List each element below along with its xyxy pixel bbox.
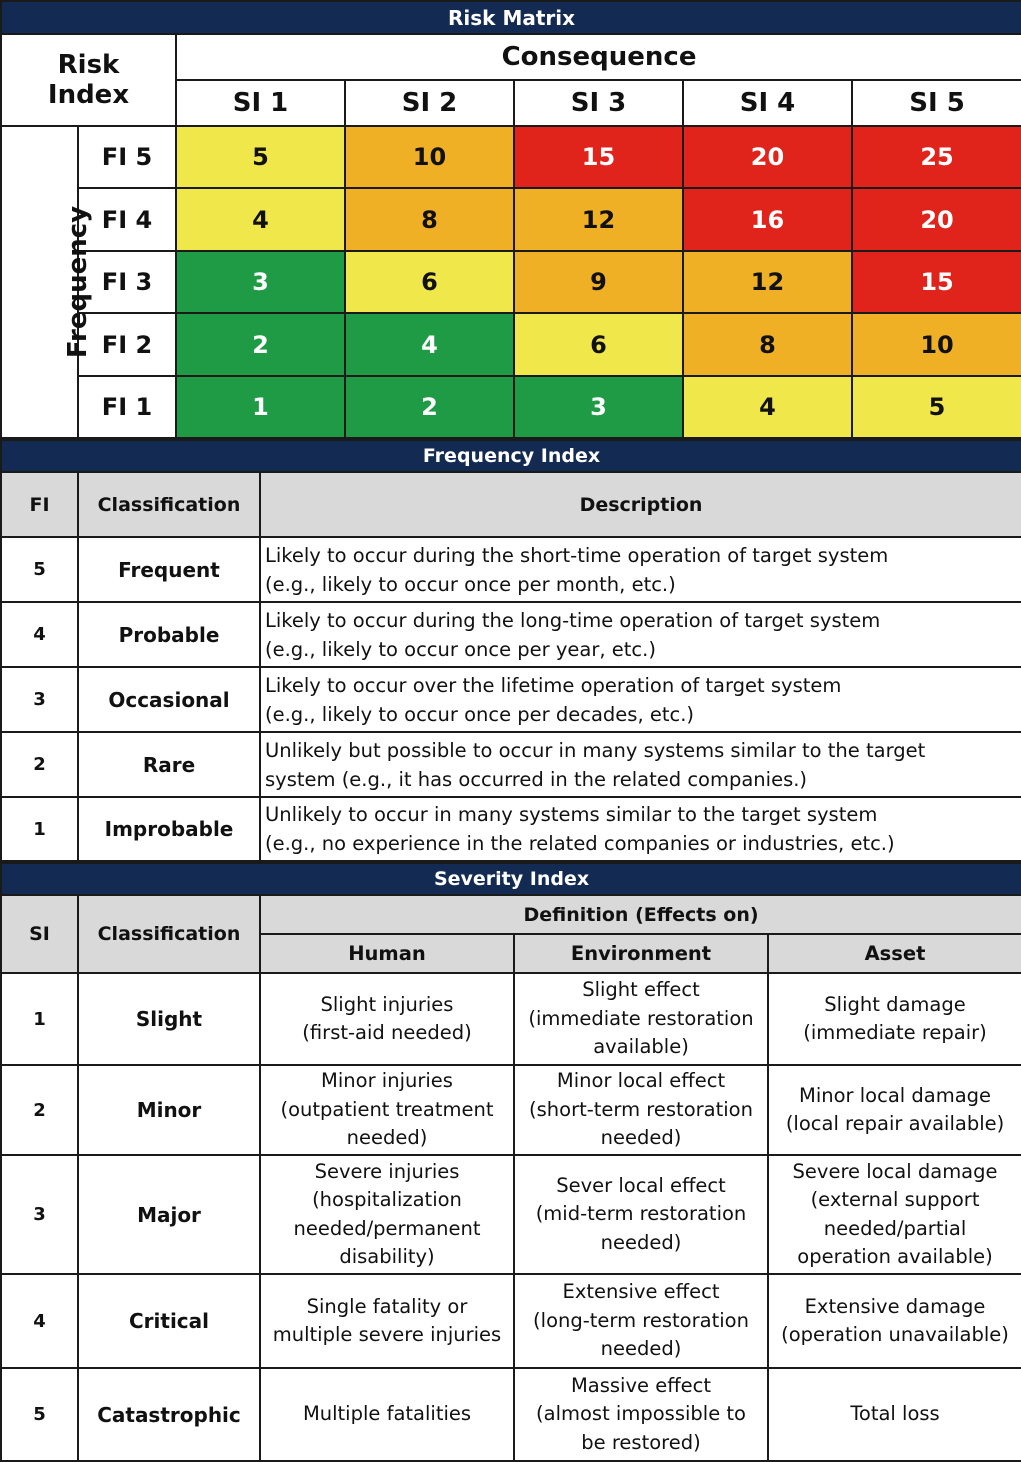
fi-row-header: FI 2 [78, 313, 176, 376]
fi-value: 2 [1, 732, 78, 797]
risk-cell: 5 [852, 376, 1021, 438]
frequency-index-title: Frequency Index [1, 440, 1021, 472]
description-line: (e.g., no experience in the related companies or industries, etc.) [265, 832, 895, 855]
si-value: 3 [1, 1155, 78, 1274]
fi-description [260, 667, 1021, 732]
effect-line: Massive effect [570, 1373, 712, 1397]
risk-cell: 25 [852, 126, 1021, 188]
risk-cell: 8 [683, 313, 852, 376]
human-header: Human [260, 934, 514, 973]
fi-description [260, 602, 1021, 667]
risk-cell: 15 [852, 251, 1021, 313]
effect-line: Extensive damage [804, 1294, 986, 1318]
effect-line: (first-aid needed) [302, 1021, 472, 1044]
frequency-axis-label [1, 126, 94, 438]
risk-cell: 8 [345, 188, 514, 251]
risk-cell: 10 [345, 126, 514, 188]
fi-row-header: FI 3 [78, 251, 176, 313]
environment-effect [514, 973, 768, 1065]
effect-line: needed) [600, 1230, 682, 1254]
effect-line: (short-term restoration [529, 1097, 753, 1121]
si-classification: Catastrophic [78, 1368, 260, 1461]
fi-description [260, 732, 1021, 797]
description-line: Likely to occur over the lifetime operation of target system [265, 673, 842, 697]
effect-line: needed) [600, 1337, 682, 1361]
effect-line: (mid-term restoration [535, 1202, 747, 1226]
si-column-header: SI 1 [176, 80, 345, 126]
si-value: 5 [1, 1368, 78, 1461]
risk-cell: 20 [852, 188, 1021, 251]
risk-cell: 9 [514, 251, 683, 313]
environment-effect [514, 1065, 768, 1155]
fi-value: 4 [1, 602, 78, 667]
fi-classification: Improbable [78, 797, 260, 861]
risk-cell: 12 [683, 251, 852, 313]
effect-line: (operation unavailable) [781, 1323, 1009, 1346]
fi-row-header: FI 5 [78, 126, 176, 188]
effect-line: be restored) [581, 1430, 701, 1454]
effect-line: disability) [339, 1245, 435, 1268]
effect-line: Multiple fatalities [302, 1402, 472, 1426]
risk-index-corner [1, 34, 176, 126]
description-line: (e.g., likely to occur once per year, etc.) [265, 637, 656, 661]
effect-line: Slight damage [824, 992, 966, 1016]
asset-effect [768, 1368, 1021, 1461]
effect-line: (immediate repair) [803, 1021, 987, 1044]
environment-effect [514, 1155, 768, 1274]
effect-line: Single fatality or [306, 1294, 468, 1318]
asset-effect [768, 1065, 1021, 1155]
si-classification: Minor [78, 1065, 260, 1155]
environment-effect [514, 1274, 768, 1368]
corner-line-2: Index [47, 80, 130, 110]
risk-cell: 1 [176, 376, 345, 438]
human-effect [260, 1065, 514, 1155]
si-value: 4 [1, 1274, 78, 1368]
fi-header: FI [1, 472, 78, 537]
description-header: Description [260, 472, 1021, 537]
severity-row [1, 1155, 1021, 1274]
asset-effect [768, 1155, 1021, 1274]
fi-value: 1 [1, 797, 78, 861]
si-header: SI [1, 895, 78, 973]
severity-row [1, 1274, 1021, 1368]
effect-line: (long-term restoration [533, 1308, 749, 1332]
description-line: (e.g., likely to occur once per month, etc.) [265, 572, 676, 596]
human-effect [260, 973, 514, 1065]
definition-header: Definition (Effects on) [260, 895, 1021, 934]
fi-classification: Rare [78, 732, 260, 797]
risk-cell: 20 [683, 126, 852, 188]
fi-classification: Probable [78, 602, 260, 667]
frequency-index-table [0, 439, 1021, 862]
risk-cell: 10 [852, 313, 1021, 376]
effect-line: needed/permanent [293, 1216, 481, 1240]
fi-row-header: FI 1 [78, 376, 176, 438]
effect-line: (immediate restoration [528, 1006, 754, 1030]
description-line: (e.g., likely to occur once per decades, etc.) [265, 702, 695, 726]
consequence-header: Consequence [176, 34, 1021, 80]
risk-cell: 3 [514, 376, 683, 438]
human-effect [260, 1155, 514, 1274]
risk-matrix-table [0, 0, 1021, 439]
fi-description [260, 537, 1021, 602]
risk-cell: 2 [176, 313, 345, 376]
risk-cell: 4 [683, 376, 852, 438]
si-column-header: SI 2 [345, 80, 514, 126]
risk-cell: 6 [345, 251, 514, 313]
si-value: 1 [1, 973, 78, 1065]
si-classification: Major [78, 1155, 260, 1274]
effect-line: (almost impossible to [536, 1402, 746, 1426]
fi-value: 5 [1, 537, 78, 602]
severity-index-table [0, 862, 1021, 1462]
severity-index-title: Severity Index [1, 863, 1021, 895]
risk-cell: 3 [176, 251, 345, 313]
si-column-header: SI 3 [514, 80, 683, 126]
description-line: Likely to occur during the short-time operation of target system [265, 543, 889, 567]
effect-line: Severe local damage [792, 1159, 998, 1183]
effect-line: needed) [600, 1126, 682, 1150]
effect-line: (hospitalization [312, 1188, 462, 1211]
fi-value: 3 [1, 667, 78, 732]
risk-cell: 15 [514, 126, 683, 188]
risk-cell: 5 [176, 126, 345, 188]
effect-line: available) [593, 1035, 689, 1059]
effect-line: multiple severe injuries [272, 1323, 502, 1346]
fi-description [260, 797, 1021, 861]
effect-line: (external support [810, 1188, 980, 1211]
human-effect [260, 1368, 514, 1461]
fi-row-header: FI 4 [78, 188, 176, 251]
asset-effect [768, 1274, 1021, 1368]
asset-effect [768, 973, 1021, 1065]
effect-line: Sever local effect [556, 1173, 726, 1197]
human-effect [260, 1274, 514, 1368]
asset-header: Asset [768, 934, 1021, 973]
risk-cell: 12 [514, 188, 683, 251]
si-value: 2 [1, 1065, 78, 1155]
risk-cell: 4 [176, 188, 345, 251]
risk-cell: 16 [683, 188, 852, 251]
si-classification: Critical [78, 1274, 260, 1368]
effect-line: operation available) [797, 1245, 993, 1268]
risk-cell: 6 [514, 313, 683, 376]
effect-line: Minor local effect [556, 1069, 726, 1093]
fi-classification: Frequent [78, 537, 260, 602]
effect-line: Total loss [850, 1402, 940, 1426]
description-line: Unlikely to occur in many systems similar to the target system [265, 803, 878, 826]
classification-header: Classification [78, 472, 260, 537]
effect-line: needed) [346, 1126, 428, 1150]
severity-row [1, 973, 1021, 1065]
si-column-header: SI 4 [683, 80, 852, 126]
severity-row [1, 1065, 1021, 1155]
effect-line: Severe injuries [314, 1159, 460, 1183]
description-line: Likely to occur during the long-time operation of target system [265, 608, 881, 632]
description-line: system (e.g., it has occurred in the related companies.) [265, 767, 808, 791]
effect-line: Minor injuries [321, 1069, 453, 1093]
effect-line: Slight injuries [320, 992, 454, 1016]
classification-header: Classification [78, 895, 260, 973]
si-classification: Slight [78, 973, 260, 1065]
effect-line: needed/partial [823, 1216, 967, 1240]
description-line: Unlikely but possible to occur in many systems similar to the target [265, 738, 926, 762]
risk-matrix-title: Risk Matrix [1, 1, 1021, 34]
effect-line: Minor local damage [799, 1083, 992, 1107]
effect-line: (outpatient treatment [280, 1097, 494, 1121]
severity-row [1, 1368, 1021, 1461]
risk-cell: 2 [345, 376, 514, 438]
effect-line: (local repair available) [785, 1112, 1005, 1135]
effect-line: Slight effect [582, 978, 700, 1002]
environment-header: Environment [514, 934, 768, 973]
frequency-label-text: Frequency [63, 205, 94, 359]
si-column-header: SI 5 [852, 80, 1021, 126]
effect-line: Extensive effect [562, 1280, 720, 1304]
environment-effect [514, 1368, 768, 1461]
fi-classification: Occasional [78, 667, 260, 732]
corner-line-1: Risk [57, 50, 120, 80]
risk-cell: 4 [345, 313, 514, 376]
